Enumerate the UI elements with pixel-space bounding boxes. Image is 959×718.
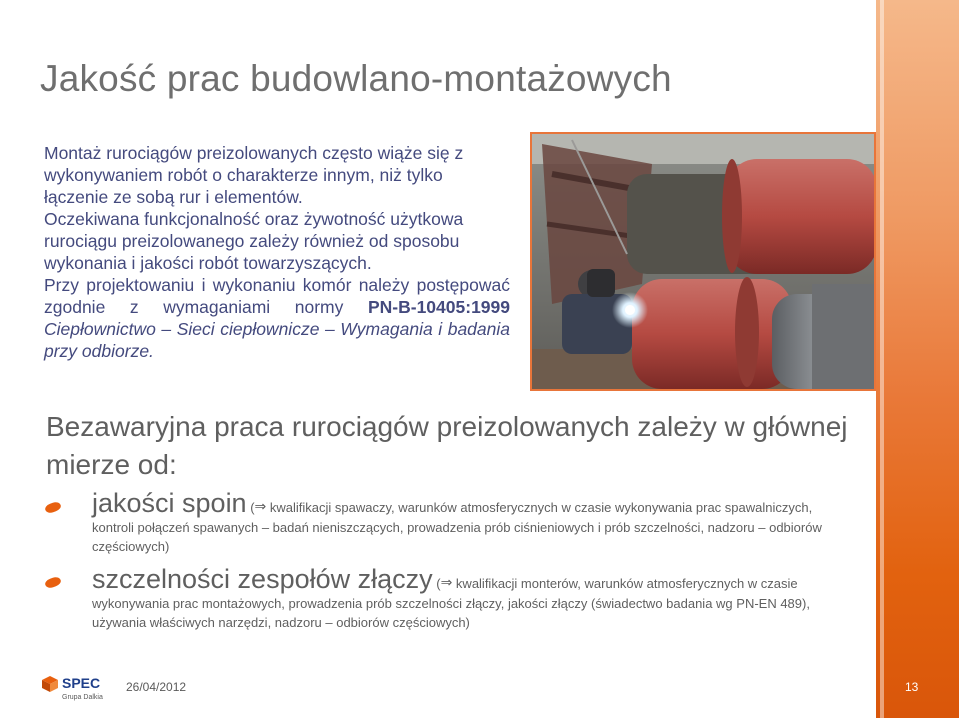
page-number: 13 [905,680,919,694]
intro-paragraph-2: Oczekiwana funkcjonalność oraz żywotność użytkowa rurociągu preizolowanego zależy również od sposobu wykonania i jakości robót towarzyszących. [44,209,464,273]
intro-text [44,142,510,362]
logo-text: SPEC [62,676,101,691]
bullet-icon [44,501,62,515]
spec-logo [42,676,112,711]
bullet-icon [44,576,62,590]
arrow-right-icon: ⇒ [440,574,453,590]
item-detail-text: kwalifikacji monterów, warunków atmosferycznych w czasie wykonywania prac montażowych, prowadzenia prób szczelności złączy, jakości złączy (świadectwo badania wg PN-EN 489), używania właściwych narzędzi, nadzoru – odbiorów częściowych) [92,576,810,630]
slide-title: Jakość prac budowlano-montażowych [40,58,672,99]
decorative-side-band [874,0,959,718]
item-detail-text: kwalifikacji spawaczy, warunków atmosferycznych w czasie wykonywania prac spawalniczych, kontroli połączeń spawanych – badań nieniszczących, prowadzenia prób ciśnieniowych i prób szczelności, nadzoru – odbiorów częściowych) [92,500,822,554]
item-paren: ( [432,576,441,591]
list-item [92,564,852,632]
list-item [92,488,852,556]
intro-paragraph-3-start: Przy projektowaniu i wykonaniu komór należy postępować zgodnie z wymaganiami normy [44,275,510,317]
subtitle: Bezawaryjna praca rurociągów preizolowanych zależy w głównej mierze od: [46,411,848,480]
slide-date: 26/04/2012 [126,680,187,694]
item-paren: ( [246,500,255,515]
welding-pipes-photo [530,132,876,391]
norm-reference: PN-B-10405:1999 [367,297,510,317]
norm-title: Ciepłownictwo – Sieci ciepłownicze – Wymagania i badania przy odbiorze. [44,319,510,361]
intro-paragraph-1: Montaż rurociągów preizolowanych często wiąże się z wykonywaniem robót o charakterze innym, niż tylko łączenie ze sobą rur i elementów. [44,143,464,207]
item-main-text: szczelności zespołów złączy [92,564,433,594]
item-main-text: jakości spoin [92,488,247,518]
arrow-right-icon: ⇒ [254,498,267,514]
decorative-band-highlight [880,0,884,718]
logo-subtext: Grupa Dalkia [62,694,103,701]
intro-paragraph-3 [44,274,510,362]
